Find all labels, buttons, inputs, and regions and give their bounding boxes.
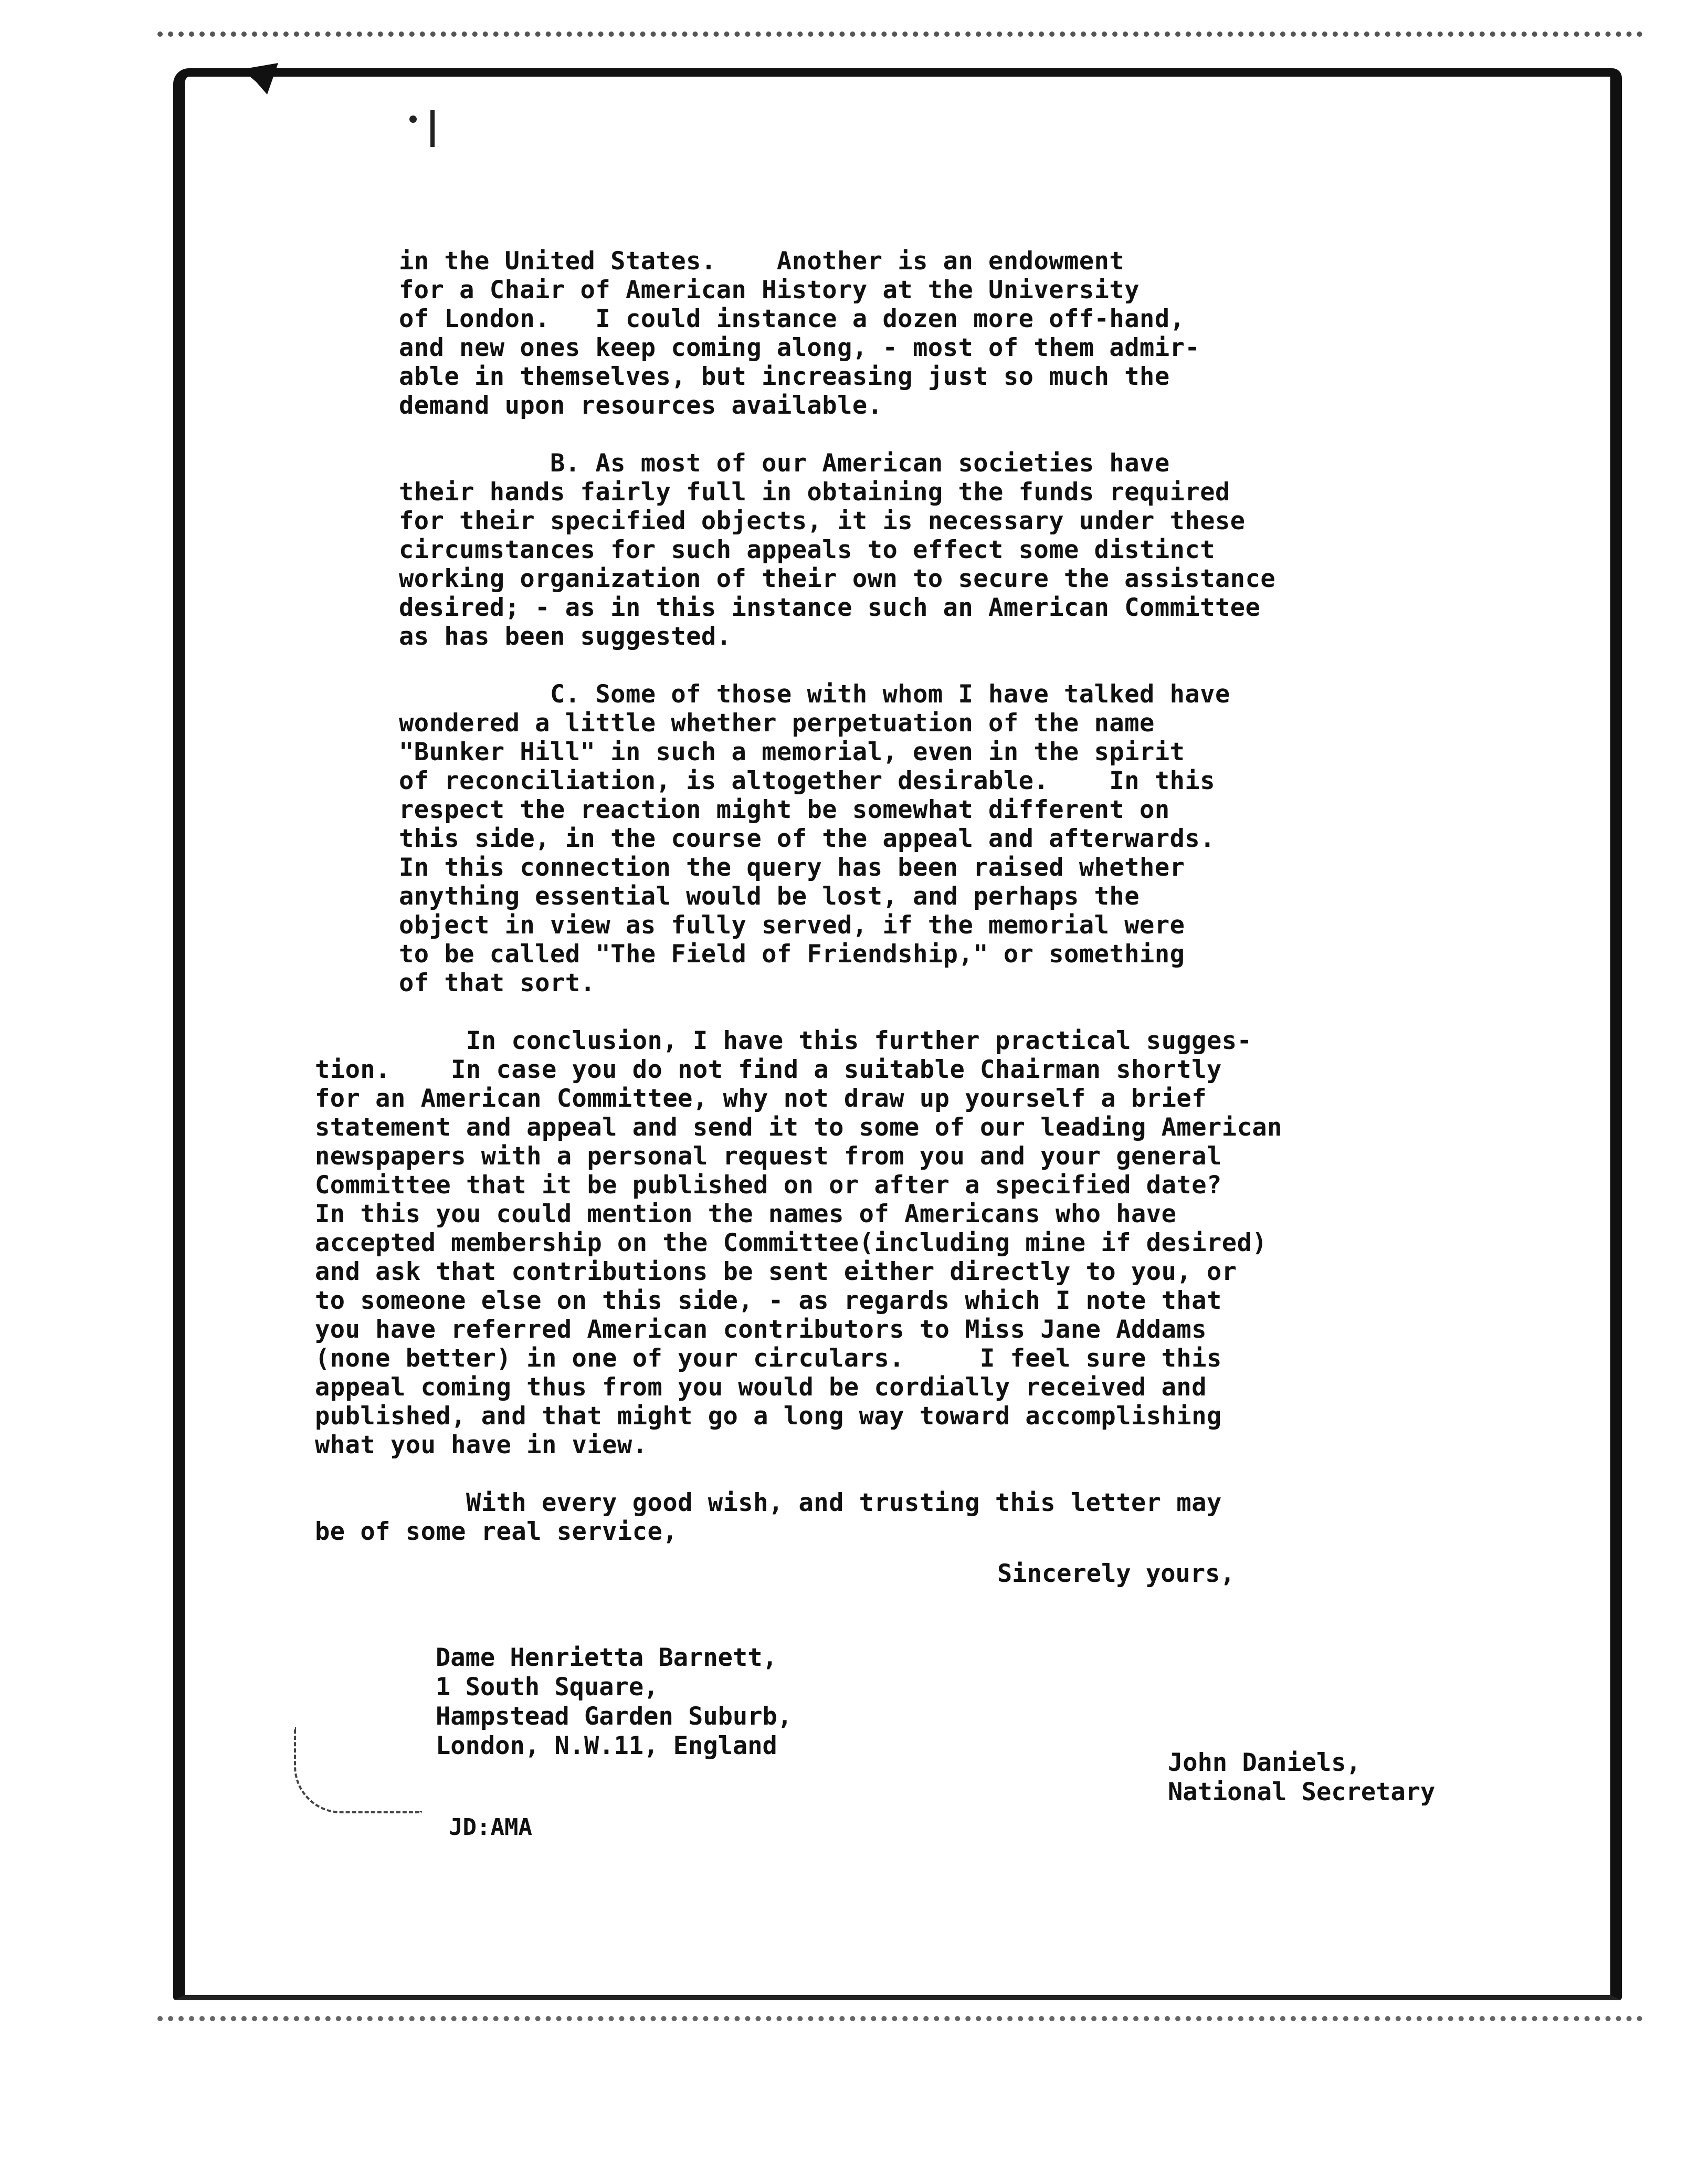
paragraph-conclusion: [315, 1026, 1512, 1460]
text-line: of reconciliation, is altogether desirable. In this: [399, 766, 1216, 795]
text-line: as has been suggested.: [399, 622, 732, 651]
signature-block: [1168, 1748, 1435, 1807]
text-line: tion. In case you do not find a suitable Chairman shortly: [315, 1055, 1222, 1084]
text-line: Committee that it be published on or after a specified date?: [315, 1171, 1222, 1200]
text-line: C. Some of those with whom I have talked have: [399, 680, 1230, 709]
text-line: published, and that might go a long way toward accomplishing: [315, 1402, 1222, 1431]
ink-tick: [430, 110, 435, 147]
text-line: newspapers with a personal request from you and your general: [315, 1142, 1222, 1171]
address-line: Hampstead Garden Suburb,: [436, 1702, 793, 1731]
text-line: wondered a little whether perpetuation of the name: [399, 709, 1155, 738]
text-line: of that sort.: [399, 969, 596, 998]
text-line: object in view as fully served, if the memorial were: [399, 911, 1185, 940]
text-line: respect the reaction might be somewhat different on: [399, 795, 1170, 824]
text-line: B. As most of our American societies have: [399, 449, 1170, 478]
paragraph-c: [399, 680, 1512, 998]
text-line: (none better) in one of your circulars. I feel sure this: [315, 1344, 1222, 1373]
text-line: able in themselves, but increasing just so much the: [399, 362, 1170, 391]
text-line: of London. I could instance a dozen more off-hand,: [399, 304, 1185, 333]
text-line: to be called "The Field of Friendship," or something: [399, 940, 1185, 969]
letter-body: [315, 247, 1512, 1575]
text-line: in the United States. Another is an endowment: [399, 247, 1125, 276]
signer-title: National Secretary: [1168, 1778, 1436, 1807]
text-line: be of some real service,: [315, 1517, 678, 1546]
text-line: for an American Committee, why not draw up yourself a brief: [315, 1084, 1207, 1113]
text-line: this side, in the course of the appeal and afterwards.: [399, 824, 1216, 853]
closing-salutation: Sincerely yours,: [997, 1559, 1235, 1588]
ink-dot: [409, 116, 417, 123]
text-line: circumstances for such appeals to effect some distinct: [399, 536, 1216, 564]
address-line: London, N.W.11, England: [436, 1731, 777, 1760]
paragraph-final: [315, 1488, 1512, 1546]
paragraph-b: [399, 449, 1512, 651]
text-line: accepted membership on the Committee(including mine if desired): [315, 1228, 1268, 1257]
text-line: and new ones keep coming along, - most of them admir-: [399, 333, 1200, 362]
text-line: you have referred American contributors to Miss Jane Addams: [315, 1315, 1207, 1344]
text-line: for their specified objects, it is necessary under these: [399, 507, 1246, 536]
text-line: statement and appeal and send it to some of our leading American: [315, 1113, 1282, 1142]
text-line: demand upon resources available.: [399, 391, 883, 420]
typist-initials: JD:AMA: [449, 1814, 532, 1841]
address-line: Dame Henrietta Barnett,: [436, 1643, 777, 1672]
text-line: In this you could mention the names of Americans who have: [315, 1200, 1177, 1228]
recipient-address: [436, 1643, 792, 1761]
text-line: In this connection the query has been raised whether: [399, 853, 1185, 882]
text-line: appeal coming thus from you would be cordially received and: [315, 1373, 1207, 1402]
text-line: With every good wish, and trusting this letter may: [315, 1488, 1222, 1517]
text-line: their hands fairly full in obtaining the funds required: [399, 478, 1230, 507]
text-line: "Bunker Hill" in such a memorial, even in the spirit: [399, 738, 1185, 766]
text-line: for a Chair of American History at the University: [399, 276, 1140, 304]
text-line: to someone else on this side, - as regards which I note that: [315, 1286, 1222, 1315]
text-line: In conclusion, I have this further practical sugges-: [315, 1026, 1252, 1055]
text-line: desired; - as in this instance such an American Committee: [399, 593, 1261, 622]
text-line: anything essential would be lost, and perhaps the: [399, 882, 1140, 911]
address-line: 1 South Square,: [436, 1673, 659, 1702]
text-line: working organization of their own to secure the assistance: [399, 564, 1276, 593]
pencil-bracket-mark: [294, 1727, 422, 1813]
signer-name: John Daniels,: [1168, 1748, 1361, 1777]
text-line: what you have in view.: [315, 1431, 648, 1460]
paragraph-a-continuation: [399, 247, 1512, 420]
text-line: and ask that contributions be sent either directly to you, or: [315, 1257, 1237, 1286]
